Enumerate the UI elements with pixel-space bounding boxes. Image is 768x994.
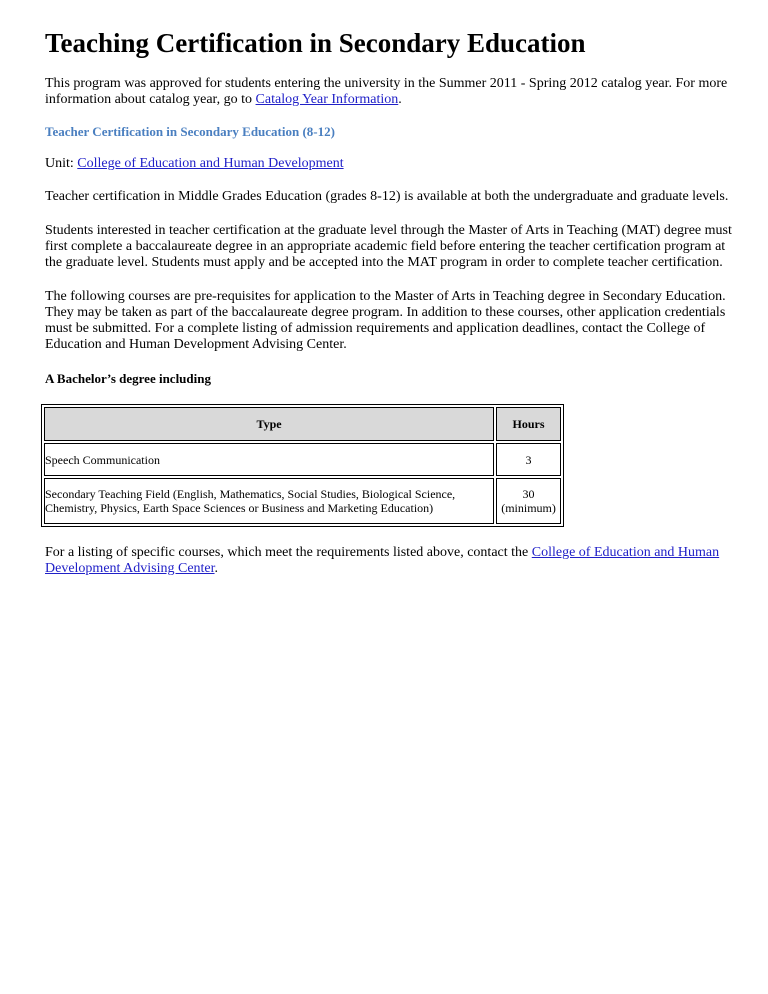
type-column-header: Type	[44, 407, 494, 441]
requirements-table	[41, 404, 564, 527]
prerequisites-paragraph: The following courses are pre-requisites for application to the Master of Arts in Teaching degree in Secondary Education. They may be taken as part of the baccalaureate degree program. In addition to these courses, other application credentials must be submitted. For a complete listing of admission requirements and application deadlines, contact the College of Education and Human Development Advising Center.	[45, 289, 726, 352]
program-subheading: Teacher Certification in Secondary Education (8-12)	[45, 124, 335, 139]
unit-line	[45, 156, 740, 172]
table-row	[44, 443, 561, 476]
hours-cell	[496, 443, 561, 476]
page-title: Teaching Certification in Secondary Education	[45, 28, 586, 58]
hours-cell	[496, 478, 561, 524]
availability-paragraph: Teacher certification in Middle Grades Education (grades 8-12) is available at both the undergraduate and graduate levels.	[45, 189, 729, 204]
table-header-row	[44, 407, 561, 441]
intro-text: This program was approved for students entering the university in the Summer 2011 - Spring 2012 catalog year. For more information about catalog year, go to	[45, 76, 728, 107]
listing-text: For a listing of specific courses, which meet the requirements listed above, contact the	[45, 545, 532, 560]
hours-value: 30	[522, 487, 535, 501]
listing-tail: .	[214, 561, 219, 576]
hours-column-header: Hours	[496, 407, 561, 441]
advising-center-link[interactable]: College of Education and Human Development Advising Center	[45, 545, 720, 576]
table-row	[44, 478, 561, 524]
catalog-year-info-link[interactable]: Catalog Year Information	[255, 92, 399, 107]
type-cell: Secondary Teaching Field (English, Mathematics, Social Studies, Biological Science, Chemistry, Physics, Earth Space Sciences or Business and Marketing Education)	[44, 478, 494, 524]
hours-value: 3	[525, 452, 532, 467]
type-cell: Speech Communication	[44, 443, 494, 476]
listing-paragraph	[45, 545, 740, 577]
college-unit-link[interactable]: College of Education and Human Development	[77, 156, 344, 171]
intro-tail: .	[398, 92, 402, 107]
requirements-table-wrapper	[41, 404, 564, 527]
intro-paragraph	[45, 76, 740, 108]
graduate-paragraph: Students interested in teacher certification at the graduate level through the Master of Arts in Teaching (MAT) degree must first complete a baccalaureate degree in an appropriate academic field before entering the teacher certification program at the graduate level. Students must apply and be accepted into the MAT program in order to complete teacher certification.	[45, 223, 732, 270]
bachelor-heading: A Bachelor’s degree including	[45, 371, 211, 386]
unit-label: Unit:	[45, 156, 78, 171]
hours-note: (minimum)	[501, 501, 556, 515]
